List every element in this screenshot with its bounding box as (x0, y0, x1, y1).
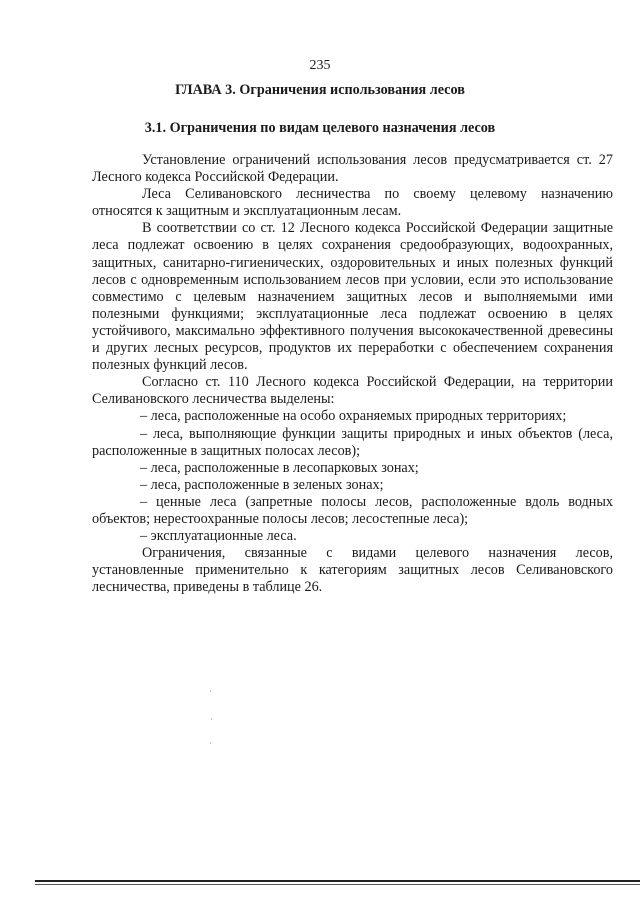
page-number: 235 (309, 58, 331, 73)
body-text (92, 152, 613, 596)
bottom-rule-thin (35, 884, 640, 885)
paragraph: Установление ограничений использования лесов предусматривается ст. 27 Лесного кодекса Российской Федерации. (92, 152, 613, 186)
bottom-rule (35, 880, 640, 882)
list-item: – леса, выполняющие функции защиты природных и иных объектов (леса, расположенные в защитных полосах лесов); (92, 425, 613, 459)
list-item: – леса, расположенные в лесопарковых зонах; (140, 459, 419, 476)
list-item: – леса, расположенные в зеленых зонах; (140, 476, 384, 493)
chapter-title: ГЛАВА 3. Ограничения использования лесов (175, 82, 465, 98)
paragraph: Ограничения, связанные с видами целевого назначения лесов, установленные применительно к категориям защитных лесов Селивановского лесничества, приведены в таблице 26. (92, 545, 613, 596)
section-title: 3.1. Ограничения по видам целевого назначения лесов (144, 120, 496, 136)
list-item: – ценные леса (запретные полосы лесов, расположенные вдоль водных объектов; нерестоохранные полосы лесов; лесостепные леса); (92, 493, 613, 527)
list-item: – леса, расположенные на особо охраняемых природных территориях; (140, 408, 567, 425)
list-item: – эксплуатационные леса. (140, 528, 297, 545)
paragraph: Согласно ст. 110 Лесного кодекса Российской Федерации, на территории Селивановского лесничества выделены: (92, 374, 613, 408)
paragraph: Леса Селивановского лесничества по своему целевому назначению относятся к защитным и эксплуатационным лесам. (92, 186, 613, 220)
paragraph: В соответствии со ст. 12 Лесного кодекса Российской Федерации защитные леса подлежат освоению в целях сохранения средообразующих, водоохранных, защитных, санитарно-гигиенических, оздоровительных и иных полезных функций лесов с одновременным использованием лесов при условии, если это использование совместимо с целевым назначением защитных лесов и выполняемыми ими полезными функциями; эксплуатационные леса подлежат освоению в целях устойчивого, максимально эффективного получения высококачественной древесины и других лесных ресурсов, продуктов их переработки с обеспечением сохранения полезных функций лесов. (92, 220, 613, 374)
